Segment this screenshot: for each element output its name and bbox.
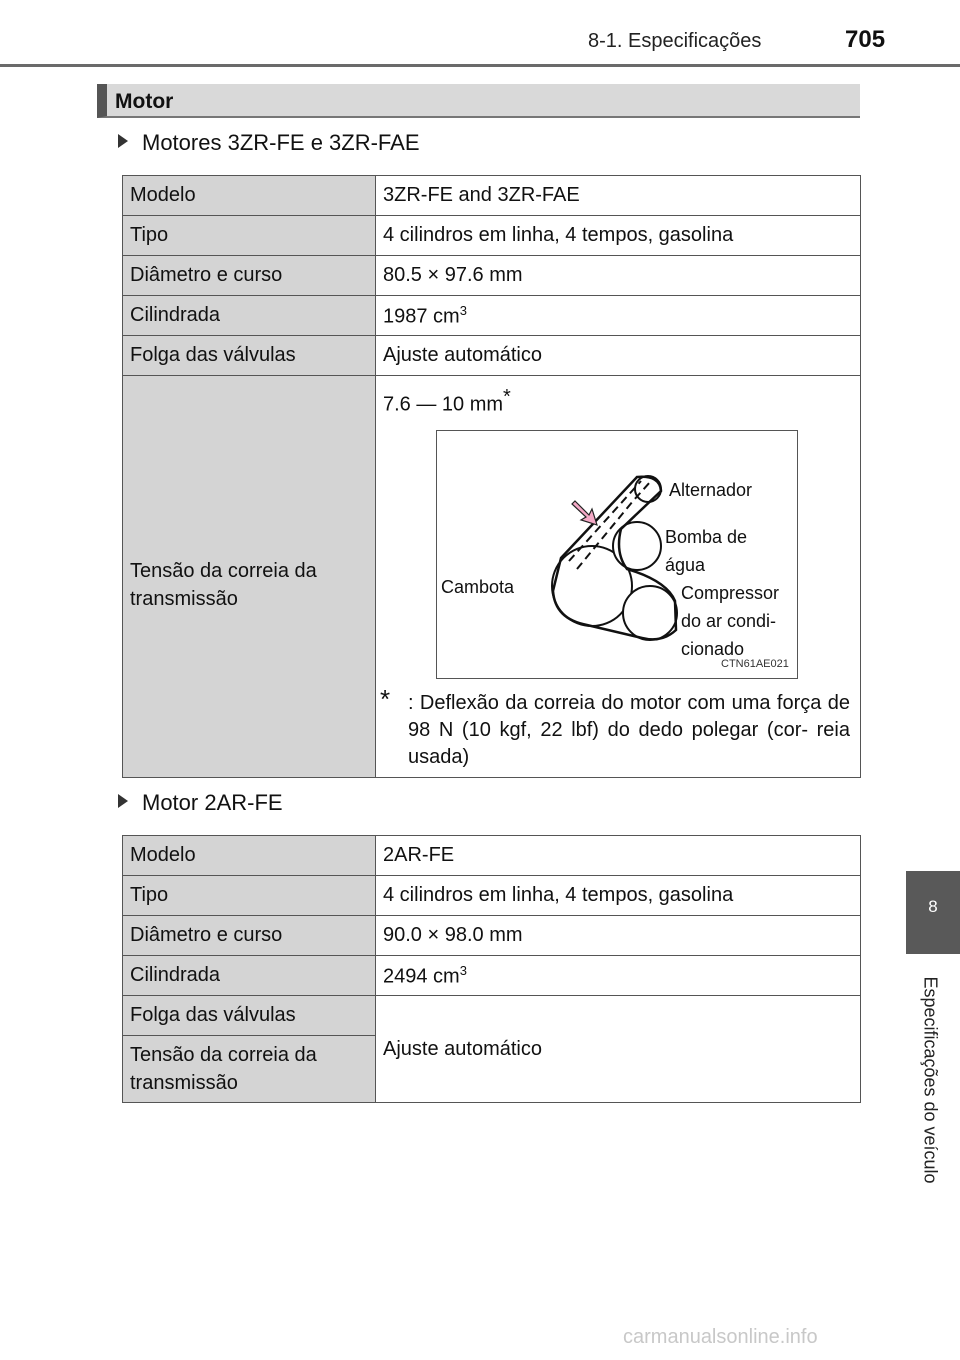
engine2-spec-table (122, 835, 861, 1103)
chapter-number: 8 (928, 897, 938, 916)
unit-superscript: 3 (459, 962, 467, 978)
belt-diagram (436, 430, 798, 679)
chapter-tab (906, 871, 960, 954)
row-label: Cilindrada (123, 956, 376, 996)
triangle-bullet-icon (118, 794, 128, 808)
row-label: Diâmetro e curso (123, 256, 376, 296)
row-value: 90.0 × 98.0 mm (376, 916, 861, 956)
engine1-heading: Motores 3ZR-FE e 3ZR-FAE (118, 130, 420, 156)
row-value: 3ZR-FE and 3ZR-FAE (376, 176, 861, 216)
row-value: 2494 $cm^3$ (376, 956, 861, 996)
table-row (123, 876, 861, 916)
row-label: Tipo (123, 876, 376, 916)
row-label: Diâmetro e curso (123, 916, 376, 956)
footnote-text: : Deflexão da correia do motor com uma força de 98 N (10 kgf, 22 lbf) do dedo polegar (cor- reia usada) (408, 692, 850, 768)
table-row (123, 336, 861, 376)
row-value: 4 cilindros em linha, 4 tempos, gasolina (376, 876, 861, 916)
label-cambota: Cambota (441, 577, 515, 597)
header-divider (0, 64, 960, 67)
row-value: Ajuste automático (376, 336, 861, 376)
row-label: Modelo (123, 836, 376, 876)
compressor-pulley (623, 586, 677, 640)
table-row (123, 256, 861, 296)
table-row (123, 996, 861, 1036)
row-value: 4 cilindros em linha, 4 tempos, gasolina (376, 216, 861, 256)
section-title: Motor (115, 90, 174, 113)
row-label: Folga das válvulas (123, 996, 376, 1036)
table-row (123, 916, 861, 956)
row-label: Tipo (123, 216, 376, 256)
belt-tension-value: 7.6 — 10 mm* (376, 376, 861, 778)
row-label: Modelo (123, 176, 376, 216)
label-compressor: Compressor do ar condi- cionado (681, 583, 780, 659)
engine2-heading: Motor 2AR-FE (118, 790, 283, 816)
row-value: 80.5 × 97.6 mm (376, 256, 861, 296)
belt-tension-label: Tensão da correia da transmissão (123, 376, 376, 778)
chapter-title: 8-1. Especificações (588, 30, 762, 52)
watermark: carmanualsonline.info (623, 1326, 818, 1348)
page-number: 705 (845, 26, 886, 53)
diagram-code: CTN61AE021 (721, 658, 789, 670)
label-alternador: Alternador (669, 480, 753, 500)
row-label: Folga das válvulas (123, 336, 376, 376)
footnote (380, 684, 850, 771)
table-row (123, 296, 861, 336)
shared-value: Ajuste automático (376, 996, 861, 1103)
label-bomba: Bomba de água (665, 527, 748, 575)
table-row (123, 216, 861, 256)
table-row (123, 836, 861, 876)
chapter-side-label: Especificações do veículo (920, 976, 941, 1184)
table-row (123, 176, 861, 216)
section-bar (97, 84, 860, 118)
table-row (123, 956, 861, 996)
triangle-bullet-icon (118, 134, 128, 148)
footnote-star: * (380, 684, 391, 714)
row-value: 1987 $cm^3$ (376, 296, 861, 336)
row-label: Cilindrada (123, 296, 376, 336)
row-value: 2AR-FE (376, 836, 861, 876)
force-arrow-icon (572, 501, 597, 525)
row-label: Tensão da correia da transmissão (123, 1036, 376, 1103)
footnote-marker: * (503, 386, 511, 408)
unit-superscript: 3 (459, 302, 467, 318)
